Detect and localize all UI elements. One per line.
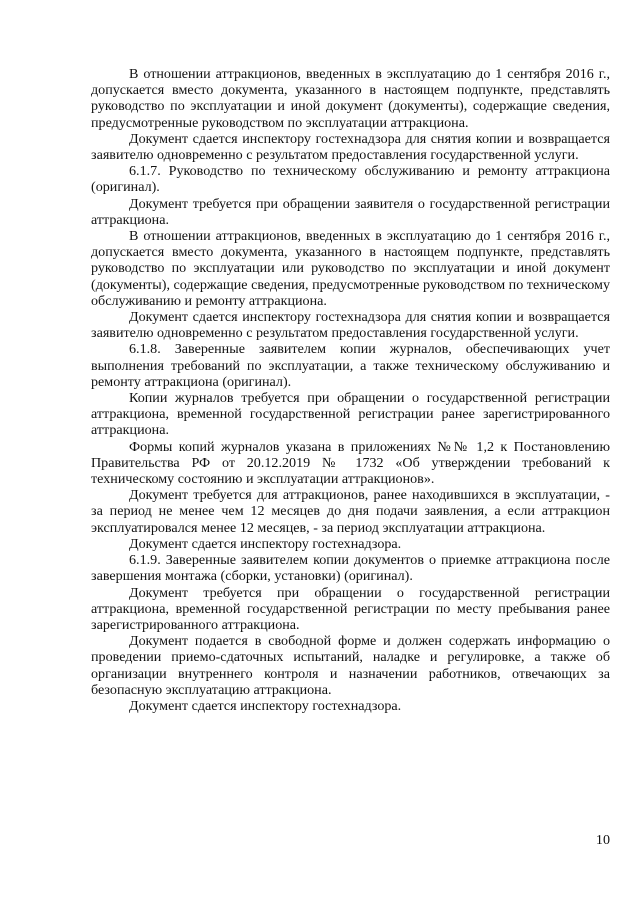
paragraph: В отношении аттракционов, введенных в эксплуатацию до 1 сентября 2016 г., допускается вместо документа, указанного в настоящем подпункте, представлять руководство по эксплуатации и иной документ (документы), содержащие сведения, предусмотренные руководством по эксплуатации аттракциона. — [91, 66, 610, 131]
section-heading-6-1-8: 6.1.8. Заверенные заявителем копии журналов, обеспечивающих учет выполнения требований по эксплуатации, а также техническому обслуживанию и ремонту аттракциона (оригинал). — [91, 341, 610, 390]
page-number: 10 — [595, 832, 610, 848]
paragraph: Формы копий журналов указана в приложениях №№ 1,2 к Постановлению Правительства РФ от 20.12.2019 № 1732 «Об утверждении требований к техническому состоянию и эксплуатации аттракционов». — [91, 438, 610, 488]
section-heading-6-1-9: 6.1.9. Заверенные заявителем копии документов о приемке аттракциона после завершения монтажа (сборки, установки) (оригинал). — [91, 552, 610, 585]
paragraph: Документ сдается инспектору гостехнадзора. — [129, 535, 402, 552]
document-body — [91, 66, 610, 714]
section-heading-6-1-7: 6.1.7. Руководство по техническому обслуживанию и ремонту аттракциона (оригинал). — [91, 163, 610, 196]
paragraph: Документ подается в свободной форме и должен содержать информацию о проведении приемо-сдаточных испытаний, наладке и регулировке, а также об организации внутреннего контроля и назначении работников, отвечающих за безопасную эксплуатацию аттракциона. — [91, 633, 610, 698]
paragraph: Документ сдается инспектору гостехнадзора для снятия копии и возвращается заявителю одновременно с результатом предоставления государственной услуги. — [91, 309, 610, 342]
paragraph: Документ сдается инспектору гостехнадзора для снятия копии и возвращается заявителю одновременно с результатом предоставления государственной услуги. — [91, 130, 610, 164]
paragraph: Документ требуется при обращении заявителя о государственной регистрации аттракциона. — [91, 195, 610, 228]
paragraph: Документ требуется для аттракционов, ранее находившихся в эксплуатации, - за период не менее чем 12 месяцев до дня подачи заявления, а если аттракцион эксплуатировался менее 12 месяцев, - за период эксплуатации аттракциона. — [91, 487, 610, 536]
paragraph: Копии журналов требуется при обращении о государственной регистрации аттракциона, временной государственной регистрации ранее зарегистрированного аттракциона. — [91, 390, 610, 439]
paragraph: Документ требуется при обращении о государственной регистрации аттракциона, временной государственной регистрации по месту пребывания ранее зарегистрированного аттракциона. — [91, 584, 610, 633]
paragraph: Документ сдается инспектору гостехнадзора. — [129, 697, 402, 714]
paragraph: В отношении аттракционов, введенных в эксплуатацию до 1 сентября 2016 г., допускается вместо документа, указанного в настоящем подпункте, представлять руководство по эксплуатации или руководство по эксплуатации и иной документ (документы), содержащие сведения, предусмотренные руководством по техническому обслуживанию и ремонту аттракциона. — [91, 228, 610, 309]
